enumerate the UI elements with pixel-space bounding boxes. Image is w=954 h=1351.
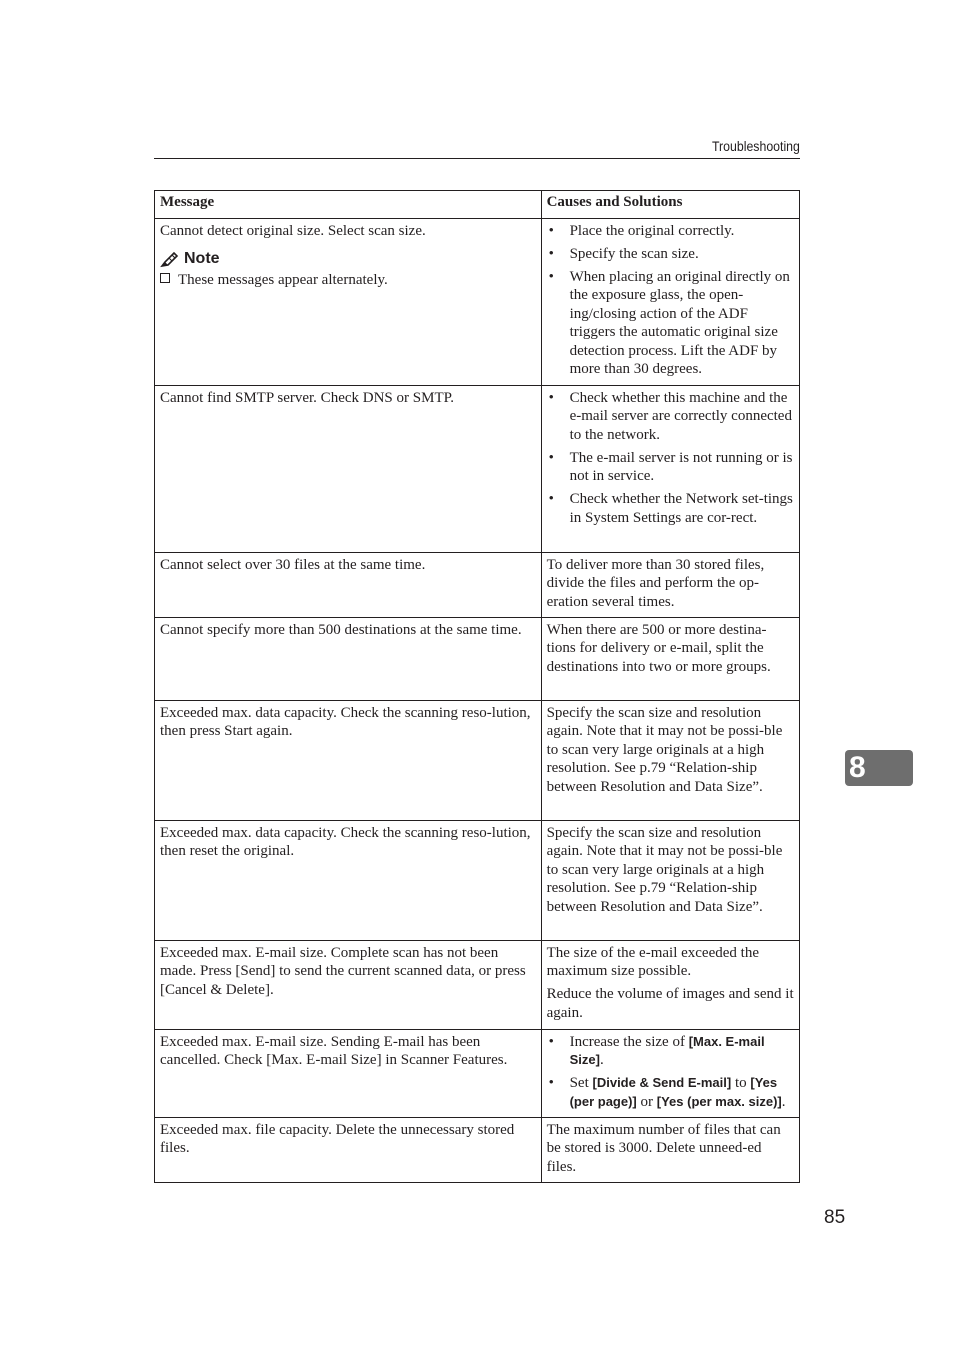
- message-cell: [155, 700, 542, 820]
- solution-text: Specify the scan size and resolution again. Note that it may not be possi-ble to scan very large originals at a high resolution. See p.79 “Relation-ship between Resolution and Data Size”.: [546, 704, 783, 795]
- solution-list: [547, 1033, 794, 1112]
- table-row: [155, 218, 800, 385]
- solution-cell: [541, 617, 799, 700]
- message-text: Cannot detect original size. Select scan size.: [160, 222, 426, 239]
- message-text: Cannot find SMTP server. Check DNS or SMTP.: [160, 389, 455, 406]
- solution-cell: [541, 385, 799, 552]
- chapter-tab: 8: [845, 750, 913, 786]
- solution-cell: [541, 552, 799, 617]
- solution-item: [547, 490, 794, 527]
- solution-list: [547, 389, 794, 528]
- table-row: [155, 617, 800, 700]
- solution-list: [547, 222, 794, 379]
- bullet-icon: •: [548, 1075, 554, 1091]
- checkbox-icon: [160, 273, 170, 283]
- page-number: 85: [824, 1207, 846, 1228]
- solution-item: [547, 1074, 794, 1111]
- solution-text: To deliver more than 30 stored files, divide the files and perform the op-eration several times.: [546, 556, 765, 610]
- key-label: [Yes (per page)]: [569, 1075, 778, 1109]
- bullet-icon: •: [548, 449, 554, 466]
- solution-text: Specify the scan size.: [569, 245, 699, 262]
- solution-text: Check whether this machine and the e-mail server are correctly connected to the network.: [569, 389, 792, 443]
- table-row: [155, 1029, 800, 1117]
- bullet-icon: •: [548, 245, 554, 262]
- table-row: [155, 940, 800, 1029]
- solution-cell: [541, 1117, 799, 1182]
- solution-item: [547, 222, 794, 241]
- solution-column-header: Causes and Solutions: [541, 191, 799, 219]
- message-cell: [155, 940, 542, 1029]
- message-cell: [155, 218, 542, 385]
- solution-text: The maximum number of files that can be stored is 3000. Delete unneed-ed files.: [546, 1121, 781, 1175]
- key-label: [Divide & Send E-mail]: [592, 1075, 732, 1090]
- message-cell: [155, 552, 542, 617]
- solution-text: .: [781, 1093, 786, 1110]
- solution-text: The e-mail server is not running or is not in service.: [569, 449, 793, 484]
- bullet-icon: •: [548, 1033, 554, 1050]
- solution-item: [547, 268, 794, 379]
- message-cell: [155, 1117, 542, 1182]
- solution-text: to: [731, 1075, 751, 1091]
- message-text: Cannot specify more than 500 destinations at the same time.: [160, 621, 522, 638]
- solution-text: Specify the scan size and resolution again. Note that it may not be possi-ble to scan very large originals at a high resolution. See p.79 “Relation-ship between Resolution and Data Size”.: [546, 824, 783, 915]
- solution-item: [547, 389, 794, 445]
- running-header: Troubleshooting: [712, 138, 800, 154]
- message-cell: [155, 1029, 542, 1117]
- message-text: Exceeded max. data capacity. Check the scanning reso-lution, then press Start again.: [160, 704, 531, 739]
- table-row: [155, 1117, 800, 1182]
- header-rule: [154, 158, 800, 159]
- bullet-icon: •: [548, 222, 554, 239]
- solution-text: When there are 500 or more destina-tions for delivery or e-mail, split the destinations into two or more groups.: [546, 621, 771, 675]
- message-text: Exceeded max. data capacity. Check the scanning reso-lution, then reset the original.: [160, 824, 531, 859]
- solution-text: When placing an original directly on the exposure glass, the open-ing/closing action of the ADF triggers the automatic original size detection process. Lift the ADF by more than 30 degrees.: [569, 268, 790, 377]
- solution-text: Check whether the Network set-tings in System Settings are cor-rect.: [569, 491, 793, 526]
- note-text: These messages appear alternately.: [178, 272, 388, 288]
- table-row: [155, 552, 800, 617]
- note-item: [160, 271, 536, 290]
- table-header-row: [155, 191, 800, 219]
- message-cell: [155, 385, 542, 552]
- solution-cell: [541, 820, 799, 940]
- solution-item: [547, 449, 794, 486]
- solution-text: or: [636, 1093, 657, 1110]
- note-title: Note: [184, 250, 220, 267]
- message-column-header: Message: [155, 191, 542, 219]
- solution-text: Set: [569, 1075, 593, 1091]
- table-row: [155, 700, 800, 820]
- message-cell: [155, 617, 542, 700]
- solution-item: [547, 245, 794, 264]
- table-row: [155, 385, 800, 552]
- solution-text: Place the original correctly.: [569, 222, 735, 239]
- key-label: [Max. E-mail Size]: [569, 1033, 765, 1067]
- solution-text: .: [599, 1052, 604, 1068]
- solution-cell: [541, 218, 799, 385]
- bullet-icon: •: [548, 268, 554, 285]
- note-heading: [160, 249, 536, 269]
- solution-cell: [541, 940, 799, 1029]
- troubleshooting-table: [154, 190, 800, 1183]
- message-text: Exceeded max. E-mail size. Sending E-mail has been cancelled. Check [Max. E-mail Size] in Scanner Features.: [160, 1033, 508, 1068]
- message-text: Exceeded max. E-mail size. Complete scan has not been made. Press [Send] to send the current scanned data, or press [Cancel & Delete].: [160, 944, 526, 998]
- message-text: Exceeded max. file capacity. Delete the unnecessary stored files.: [160, 1121, 515, 1156]
- message-cell: [155, 820, 542, 940]
- table-row: [155, 820, 800, 940]
- message-text: Cannot select over 30 files at the same time.: [160, 556, 426, 573]
- solution-cell: [541, 1029, 799, 1117]
- solution-cell: [541, 700, 799, 820]
- solution-text: Increase the size of: [569, 1033, 689, 1050]
- key-label: [Yes (per max. size)]: [656, 1093, 782, 1109]
- bullet-icon: •: [548, 491, 554, 507]
- solution-paragraph: The size of the e-mail exceeded the maximum size possible.: [546, 944, 759, 979]
- solution-item: [547, 1033, 794, 1070]
- bullet-icon: •: [548, 389, 554, 406]
- pencil-icon: [160, 250, 180, 268]
- solution-paragraph: Reduce the volume of images and send it again.: [546, 986, 794, 1021]
